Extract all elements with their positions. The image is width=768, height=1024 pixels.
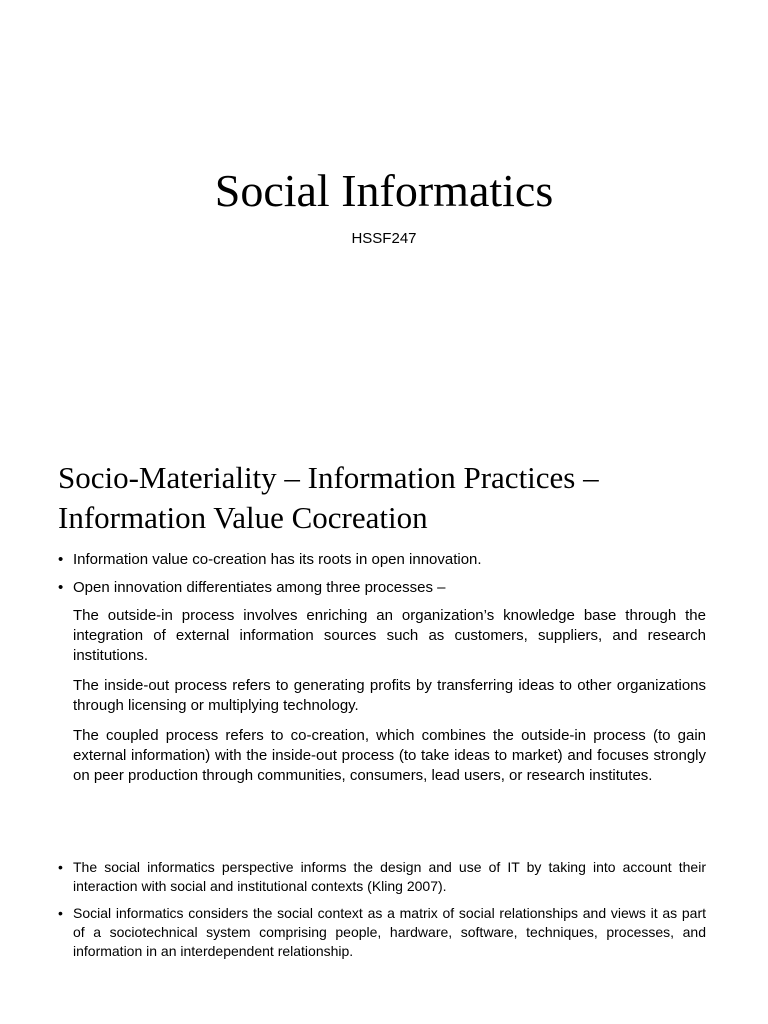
bullet-icon: •	[58, 905, 63, 921]
slide-content	[0, 430, 768, 1024]
slide-title	[0, 0, 768, 430]
process-paragraph: The inside-out process refers to generating profits by transferring ideas to other organizations through licensing or multiplying technology.	[73, 677, 706, 714]
bullet-item	[58, 578, 706, 598]
heading-line-2: Information Value Cocreation	[58, 500, 428, 535]
bullet-icon: •	[58, 551, 64, 568]
slide-body	[58, 550, 706, 969]
bullet-item	[58, 550, 706, 570]
bullet-item	[58, 858, 706, 896]
bullet-icon: •	[58, 859, 63, 875]
bullet-text: Information value co-creation has its roots in open innovation.	[73, 551, 482, 568]
slide-title-heading: Social Informatics	[214, 165, 554, 216]
bullet-text: Open innovation differentiates among three processes –	[73, 579, 446, 596]
slide-content-heading	[58, 458, 738, 538]
spacer	[58, 796, 706, 858]
bullet-icon: •	[58, 579, 64, 596]
process-paragraph: The outside-in process involves enriching an organization’s knowledge base through the integration of external information sources such as customers, suppliers, and research institutions.	[73, 607, 706, 664]
bullet-item	[58, 904, 706, 961]
bullet-text: The social informatics perspective informs the design and use of IT by taking into account their interaction with social and institutional contexts (Kling 2007).	[73, 859, 706, 894]
bullet-text: Social informatics considers the social context as a matrix of social relationships and views it as part of a sociotechnical system comprising people, hardware, software, techniques, processes, and information in an interdependent relationship.	[73, 905, 706, 959]
slide-subtitle: HSSF247	[351, 230, 417, 247]
heading-line-1: Socio-Materiality – Information Practices –	[58, 460, 599, 495]
process-paragraph: The coupled process refers to co-creation, which combines the outside-in process (to gain external information) with the inside-out process (to take ideas to market) and focuses strongly on peer production through communities, consumers, lead users, or research institutes.	[73, 727, 706, 784]
